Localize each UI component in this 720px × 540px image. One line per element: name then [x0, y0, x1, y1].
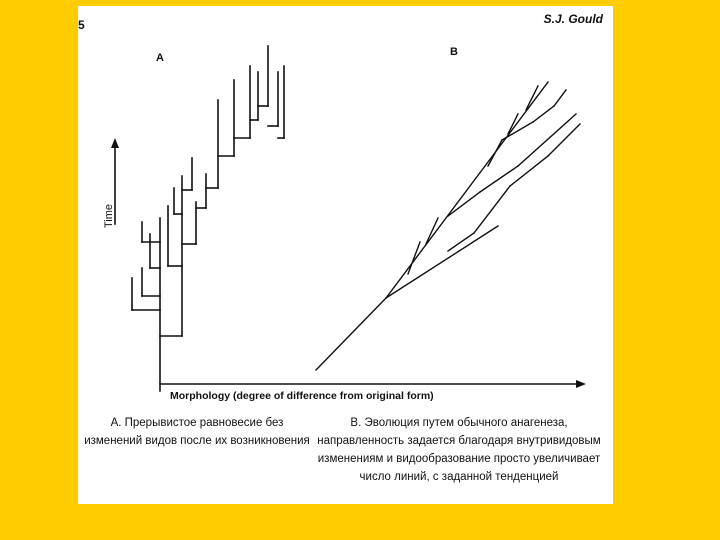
- panel-b-label: B: [450, 46, 458, 58]
- caption-b: В. Эволюция путем обычного анагенеза, направленность задается благодаря внутривидовым изменениям и видообразование просто увеличивает число линий, с заданной тенденцией: [317, 417, 601, 483]
- caption-a: А. Прерывистое равновесие без изменений видов после их возникновения: [84, 417, 310, 447]
- panel-b-tree: [316, 82, 580, 370]
- time-axis-arrowhead: [111, 138, 119, 148]
- panel-a-tree: [132, 46, 284, 391]
- page-number: 5: [78, 18, 85, 32]
- morphology-axis-arrowhead: [576, 380, 586, 388]
- panel-a-label: A: [156, 52, 164, 64]
- author-credit: S.J. Gould: [543, 12, 603, 26]
- evolution-figure: [78, 6, 613, 504]
- morphology-axis-label: Morphology (degree of difference from original form): [170, 390, 434, 402]
- time-axis-label: Time: [103, 203, 115, 228]
